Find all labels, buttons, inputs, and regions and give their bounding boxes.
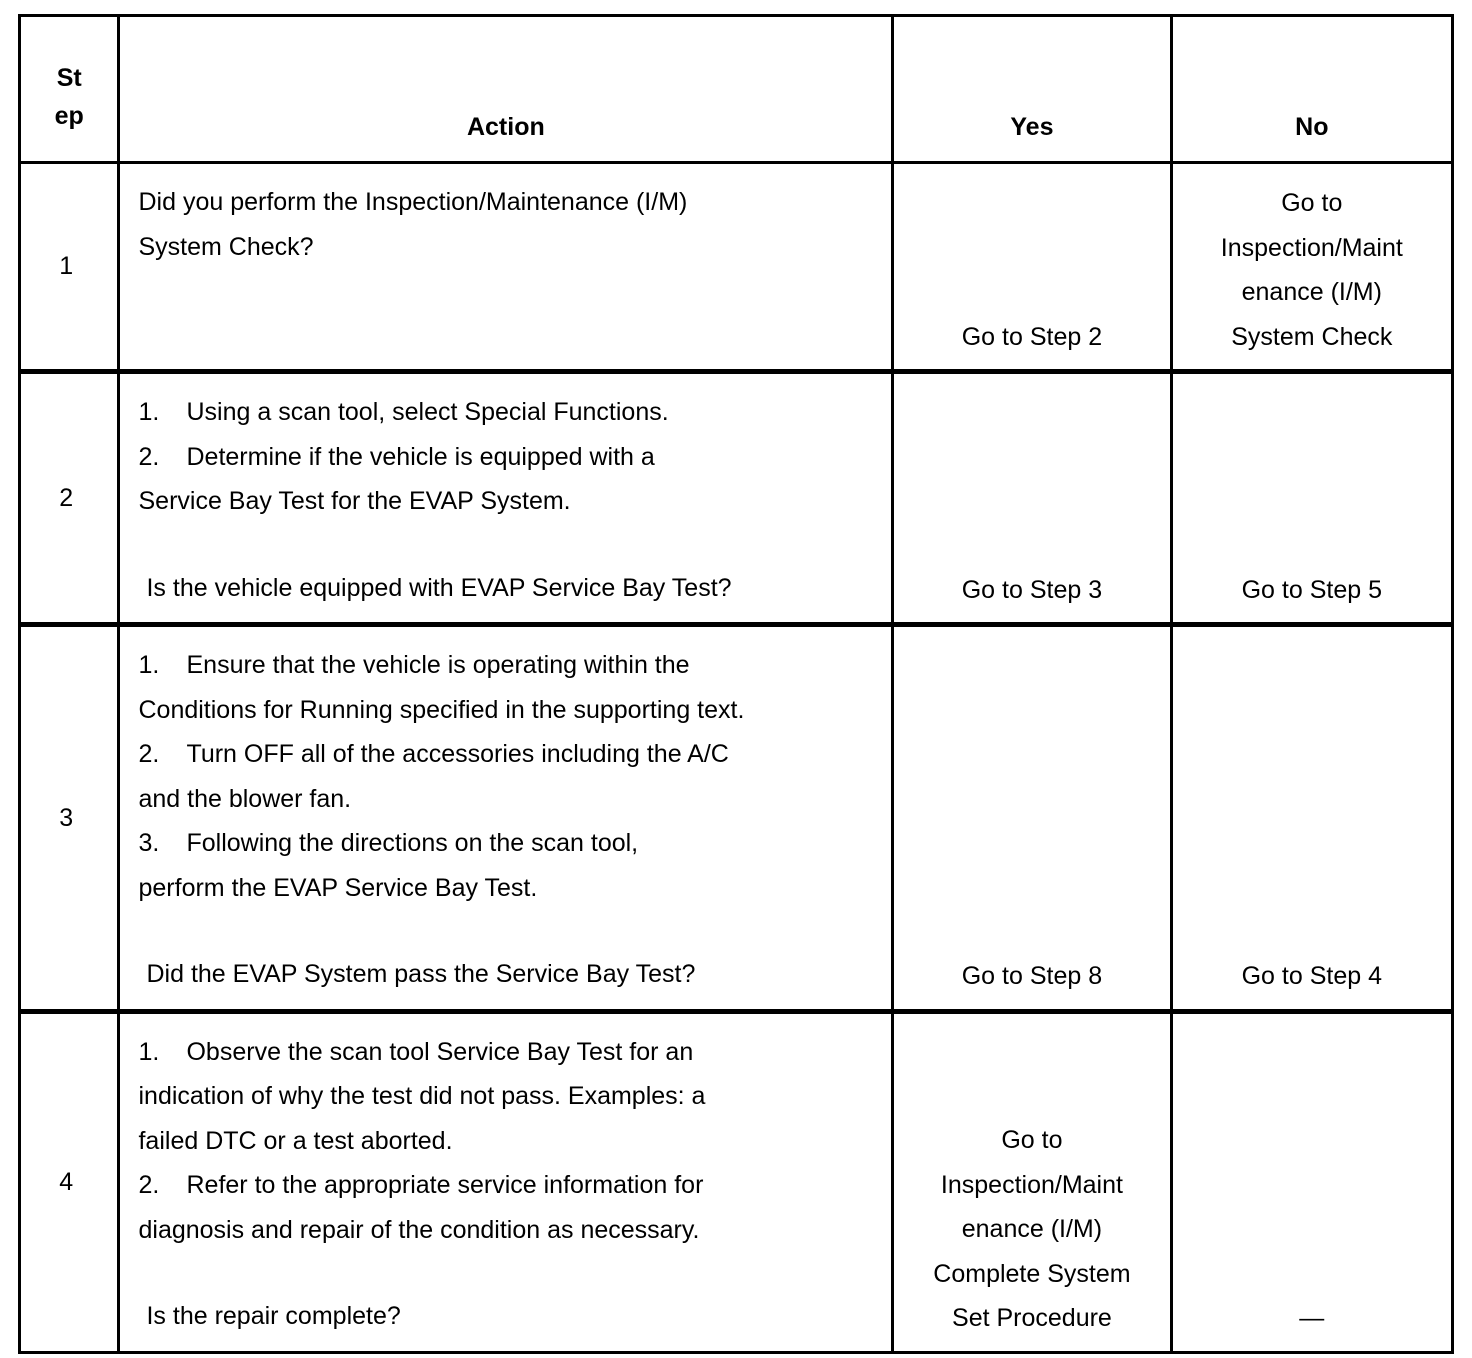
action-line: Service Bay Test for the EVAP System.: [138, 487, 571, 515]
step-number: 4: [20, 1011, 119, 1352]
step-number: 1: [20, 163, 119, 372]
header-step-line2: ep: [54, 102, 84, 130]
yes-text: enance (I/M): [961, 1215, 1103, 1243]
action-line: diagnosis and repair of the condition as necessary.: [138, 1215, 700, 1244]
yes-text: Complete System: [933, 1259, 1131, 1288]
item-number: 1.: [138, 1037, 160, 1066]
no-text: —: [1299, 1304, 1325, 1332]
item-text: Refer to the appropriate service information for: [186, 1171, 704, 1199]
header-row: [20, 16, 1453, 163]
action-cell: [119, 372, 893, 625]
yes-cell: [893, 163, 1171, 372]
yes-text: Inspection/Maint: [940, 1170, 1123, 1199]
yes-cell: [893, 372, 1171, 625]
no-cell: [1171, 163, 1452, 372]
item-text: Turn OFF all of the accessories including the A/C: [186, 740, 729, 768]
action-item: [138, 821, 879, 866]
header-step-line1: St: [56, 64, 82, 92]
header-step: [20, 16, 119, 163]
step-number: 3: [20, 625, 119, 1012]
no-text: Go to Step 4: [1241, 962, 1382, 990]
action-line: perform the EVAP Service Bay Test.: [138, 873, 538, 902]
item-text: Ensure that the vehicle is operating within the: [186, 651, 690, 679]
table-row: [20, 1011, 1453, 1352]
header-action: Action: [119, 16, 893, 163]
action-question: Is the vehicle equipped with EVAP Service Bay Test?: [146, 573, 732, 602]
no-text: System Check: [1231, 322, 1393, 351]
no-text: enance (I/M): [1241, 278, 1382, 306]
action-item: [138, 1163, 879, 1208]
yes-text: Go to Step 3: [961, 575, 1103, 604]
yes-text: Go to: [1001, 1126, 1063, 1154]
action-line: Did you perform the Inspection/Maintenance (I/M): [138, 188, 688, 216]
header-yes: Yes: [893, 16, 1171, 163]
yes-cell: [893, 625, 1171, 1012]
no-text: Go to Step 5: [1241, 575, 1382, 604]
table-row: [20, 625, 1453, 1012]
item-text: Observe the scan tool Service Bay Test for an: [186, 1037, 694, 1066]
action-line: failed DTC or a test aborted.: [138, 1126, 453, 1155]
item-text: Using a scan tool, select Special Functions.: [186, 398, 669, 426]
action-cell: [119, 163, 893, 372]
no-cell: [1171, 1011, 1452, 1352]
action-question: Did the EVAP System pass the Service Bay Test?: [146, 960, 696, 988]
action-line: and the blower fan.: [138, 784, 352, 813]
no-text: Inspection/Maint: [1220, 233, 1403, 262]
action-item: [138, 643, 879, 688]
no-cell: [1171, 625, 1452, 1012]
header-no: No: [1171, 16, 1452, 163]
action-item: [138, 1030, 879, 1075]
action-cell: [119, 1011, 893, 1352]
yes-text: Set Procedure: [952, 1304, 1112, 1332]
action-line: Conditions for Running specified in the supporting text.: [138, 695, 745, 724]
item-number: 3.: [138, 829, 160, 857]
no-cell: [1171, 372, 1452, 625]
yes-text: Go to Step 8: [961, 962, 1103, 990]
item-number: 2.: [138, 1171, 160, 1199]
item-number: 2.: [138, 740, 160, 768]
table-row: [20, 163, 1453, 372]
action-cell: [119, 625, 893, 1012]
item-text: Following the directions on the scan tool,: [186, 829, 639, 857]
step-number: 2: [20, 372, 119, 625]
diagnostic-table: [18, 14, 1454, 1354]
item-number: 2.: [138, 442, 160, 471]
action-item: [138, 390, 879, 435]
item-number: 1.: [138, 651, 160, 679]
action-line: indication of why the test did not pass. Examples: a: [138, 1082, 706, 1110]
action-item: [138, 732, 879, 777]
no-text: Go to: [1281, 189, 1343, 217]
yes-text: Go to Step 2: [961, 322, 1103, 351]
action-line: System Check?: [138, 232, 314, 261]
item-text: Determine if the vehicle is equipped with a: [186, 442, 655, 471]
yes-cell: [893, 1011, 1171, 1352]
item-number: 1.: [138, 398, 160, 426]
action-question: Is the repair complete?: [146, 1302, 401, 1330]
action-item: [138, 435, 879, 480]
table-row: [20, 372, 1453, 625]
